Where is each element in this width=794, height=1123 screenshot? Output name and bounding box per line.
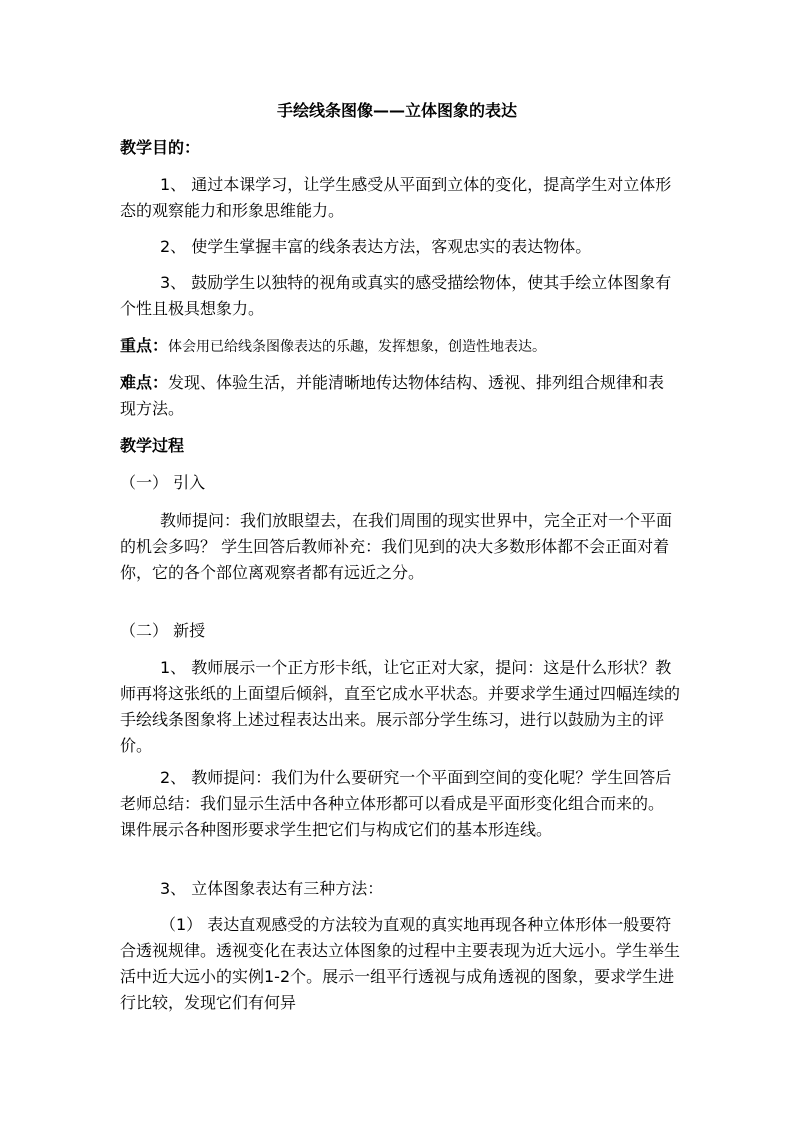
document-title: 手绘线条图像——立体图象的表达 bbox=[276, 101, 517, 120]
difficulty-text: 发现、体验生活，并能清晰地传达物体结构、透视、排列组合规律和表现方法。 bbox=[120, 373, 665, 418]
method-1: （1） 表达直观感受的方法较为直观的真实地再现各种立体形体一般要符合透视规律。透视变化在表达立体图象的过程中主要表现为近大远小。学生举生活中近大远小的实例1-2个。展示一组平行透视与成角透视的图象，要求学生进行比较，发现它们有何异 bbox=[120, 915, 681, 1012]
difficulty-point bbox=[120, 370, 680, 422]
intro-paragraph: 教师提问：我们放眼望去，在我们周围的现实世界中，完全正对一个平面的机会多吗？ 学生回答后教师补充：我们见到的决大多数形体都不会正面对着你，它的各个部位离观察者都有远近之分。 bbox=[120, 511, 673, 582]
section-1-heading: （一） 引入 bbox=[120, 473, 206, 492]
section-2-heading: （二） 新授 bbox=[120, 621, 206, 640]
goal-3: 3、 鼓励学生以独特的视角或真实的感受描绘物体，使其手绘立体图象有个性且极具想象力。 bbox=[120, 273, 672, 318]
key-point bbox=[120, 333, 680, 360]
goal-2: 2、 使学生掌握丰富的线条表达方法，客观忠实的表达物体。 bbox=[160, 237, 592, 256]
goal-1: 1、 通过本课学习，让学生感受从平面到立体的变化，提高学生对立体形态的观察能力和形象思维能力。 bbox=[120, 175, 672, 220]
process-heading: 教学过程 bbox=[120, 436, 185, 455]
new-step-3: 3、 立体图象表达有三种方法： bbox=[160, 879, 384, 898]
difficulty-label: 难点： bbox=[120, 373, 169, 392]
key-point-text: 体会用已给线条图像表达的乐趣，发挥想象，创造性地表达。 bbox=[168, 339, 547, 355]
goals-heading: 教学目的： bbox=[120, 138, 201, 157]
key-point-label: 重点： bbox=[120, 336, 169, 355]
new-step-1: 1、 教师展示一个正方形卡纸，让它正对大家，提问：这是什么形状？教师再将这张纸的上面望后倾斜，直至它成水平状态。并要求学生通过四幅连续的手绘线条图象将上述过程表达出来。展示部分学生练习，进行以鼓励为主的评价。 bbox=[120, 658, 681, 755]
new-step-2: 2、 教师提问：我们为什么要研究一个平面到空间的变化呢？学生回答后老师总结：我们显示生活中各种立体形都可以看成是平面形变化组合而来的。 课件展示各种图形要求学生把它们与构成它们的基本形连线。 bbox=[120, 768, 672, 839]
